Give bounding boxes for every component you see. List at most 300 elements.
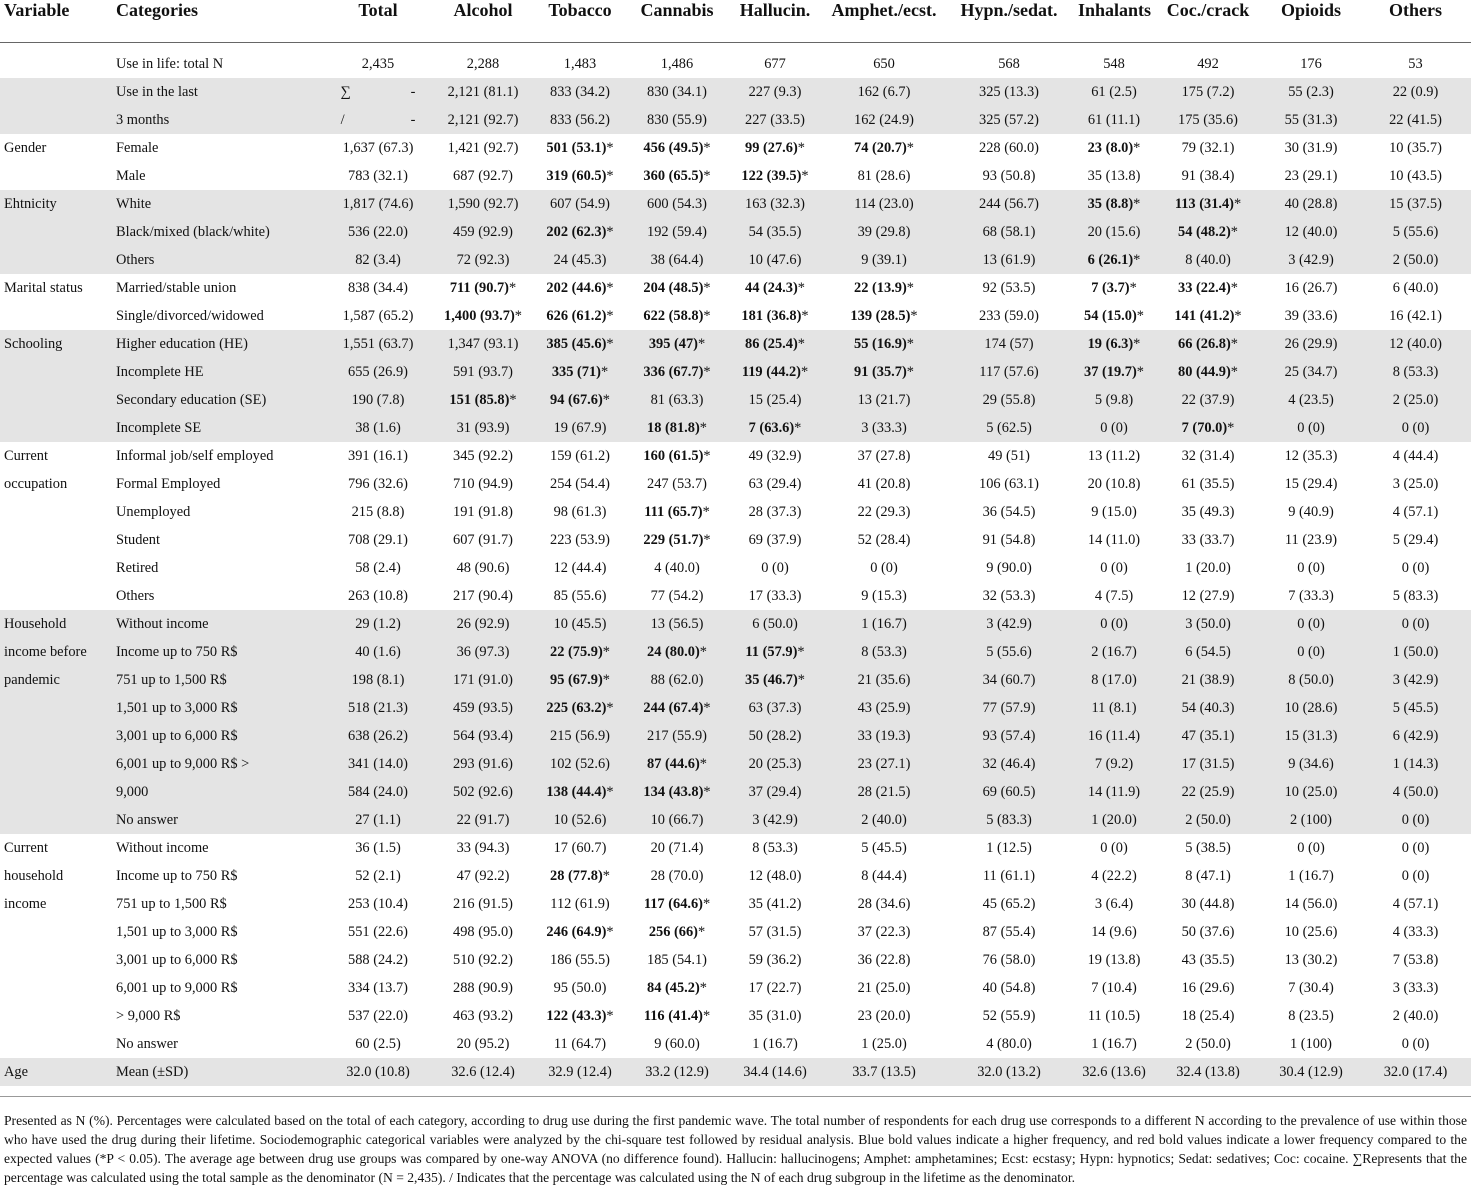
value-cell: 6 (40.0)	[1392, 279, 1439, 296]
value-cell: 11 (23.9)	[1284, 531, 1338, 548]
value-cell: 1 (16.7)	[752, 1035, 798, 1052]
value-cell: 391 (16.1)	[348, 447, 408, 464]
value-cell	[628, 134, 726, 162]
value-cell: 217 (55.9)	[628, 722, 726, 750]
value-cell: 176	[1300, 55, 1322, 72]
value-cell: 34.4 (14.6)	[726, 1058, 824, 1086]
value-cell: 537 (22.0)	[348, 1007, 408, 1024]
value-cell: 14 (11.9)	[1074, 778, 1154, 806]
value-cell: 1 (12.5)	[986, 839, 1032, 856]
value-cell: 175 (7.2)	[1154, 78, 1262, 106]
value-cell: 22 (41.5)	[1360, 106, 1471, 134]
significance-star: *	[699, 979, 707, 996]
significance-star: *	[606, 335, 614, 352]
value-cell: 79 (32.1)	[1181, 139, 1235, 156]
table-row	[0, 106, 1471, 134]
value-cell: 783 (32.1)	[348, 167, 408, 184]
value-cell: 8 (44.4)	[861, 867, 907, 884]
value-cell: 9 (60.0)	[654, 1035, 700, 1052]
variable-cell: Gender	[4, 139, 47, 156]
value-cell: 0 (0)	[1360, 806, 1471, 834]
value-cell	[1074, 302, 1154, 330]
value-cell: 33 (33.7)	[1181, 531, 1235, 548]
significance-star: *	[602, 671, 610, 688]
significance-star: *	[697, 335, 706, 352]
value-cell: 16 (42.1)	[1389, 307, 1442, 324]
value-cell: 77 (57.9)	[944, 694, 1074, 722]
value-cell	[532, 330, 628, 358]
value-cell: 20 (71.4)	[650, 839, 704, 856]
category-cell: Without income	[112, 610, 322, 638]
value-cell: 37 (27.8)	[857, 447, 911, 464]
category-cell: Others	[112, 246, 322, 274]
value-cell: 163 (32.3)	[726, 190, 824, 218]
significant-value: 160 (61.5)	[643, 447, 704, 464]
significant-value: 622 (58.8)	[643, 307, 704, 324]
significance-star: *	[600, 363, 609, 380]
value-cell: 45 (65.2)	[982, 895, 1036, 912]
value-cell: 4 (7.5)	[1094, 587, 1134, 604]
category-cell: 1,501 up to 3,000 R$	[116, 923, 238, 940]
value-cell	[1154, 190, 1262, 218]
value-cell: 32.0 (13.2)	[944, 1058, 1074, 1086]
column-header: Alcohol	[453, 0, 513, 20]
value-cell: 33.7 (13.5)	[824, 1058, 944, 1086]
value-cell: 459 (92.9)	[434, 218, 532, 246]
column-header: Opioids	[1280, 0, 1342, 20]
significance-star: *	[1129, 279, 1137, 296]
value-cell: 39 (29.8)	[824, 218, 944, 246]
significance-star: *	[1230, 335, 1238, 352]
value-cell: 1,421 (92.7)	[447, 139, 519, 156]
value-cell	[434, 274, 532, 302]
category-cell: Student	[116, 531, 160, 548]
value-cell: 536 (22.0)	[322, 218, 434, 246]
significance-star: *	[797, 139, 805, 156]
significant-value: 117 (64.6)	[643, 895, 703, 912]
variable-cell	[0, 1030, 112, 1058]
significance-star: *	[800, 363, 809, 380]
value-cell: 28 (21.5)	[824, 778, 944, 806]
significance-star: *	[703, 139, 711, 156]
category-cell: 6,001 up to 9,000 R$	[116, 979, 238, 996]
value-cell	[726, 302, 824, 330]
value-cell: 112 (61.9)	[550, 895, 610, 912]
value-cell: 3 (33.3)	[824, 414, 944, 442]
table-row	[0, 386, 1471, 414]
significant-value: 113 (31.4)	[1174, 195, 1234, 212]
value-cell: 30.4 (12.9)	[1262, 1058, 1360, 1086]
value-cell: 217 (90.4)	[453, 587, 513, 604]
significant-value: 122 (43.3)	[546, 1007, 607, 1024]
value-cell: 82 (3.4)	[322, 246, 434, 274]
value-cell: 5 (83.3)	[1392, 587, 1439, 604]
significance-star: *	[906, 279, 914, 296]
value-cell: 227 (33.5)	[726, 106, 824, 134]
value-cell: 16 (11.4)	[1074, 722, 1154, 750]
significant-value: 335 (71)	[551, 363, 601, 380]
value-cell: 92 (53.5)	[982, 279, 1036, 296]
significant-value: 202 (44.6)	[546, 279, 607, 296]
value-cell: 25 (34.7)	[1262, 358, 1360, 386]
value-cell	[434, 302, 532, 330]
value-cell: 192 (59.4)	[628, 218, 726, 246]
value-cell: 10 (35.7)	[1389, 139, 1442, 156]
value-cell	[726, 134, 824, 162]
value-cell: 227 (9.3)	[726, 78, 824, 106]
value-cell	[1074, 134, 1154, 162]
table-row	[0, 778, 1471, 806]
value-cell	[1154, 218, 1262, 246]
value-cell: 0 (0)	[1262, 610, 1360, 638]
value-cell	[628, 750, 726, 778]
value-cell: 830 (55.9)	[628, 106, 726, 134]
value-cell: 30 (44.8)	[1181, 895, 1235, 912]
value-cell: 106 (63.1)	[979, 475, 1039, 492]
category-cell: 9,000	[112, 778, 322, 806]
table-row	[0, 722, 1471, 750]
value-cell	[628, 498, 726, 526]
value-cell: 5 (38.5)	[1185, 839, 1231, 856]
value-cell	[628, 890, 726, 918]
value-cell: 9 (34.6)	[1262, 750, 1360, 778]
value-cell: 114 (23.0)	[824, 190, 944, 218]
value-cell: 1 (100)	[1290, 1035, 1332, 1052]
value-cell	[322, 106, 434, 134]
variable-cell	[0, 722, 112, 750]
value-cell: 345 (92.2)	[453, 447, 513, 464]
value-cell: 15 (25.4)	[726, 386, 824, 414]
value-cell: 4 (44.4)	[1392, 447, 1439, 464]
category-cell: Unemployed	[116, 503, 191, 520]
value-cell: 36 (1.5)	[355, 839, 401, 856]
value-cell	[1074, 274, 1154, 302]
column-header: Others	[1389, 0, 1442, 20]
value-cell: 33.2 (12.9)	[628, 1058, 726, 1086]
value-cell: 17 (33.3)	[748, 587, 802, 604]
value-cell: 833 (56.2)	[532, 106, 628, 134]
category-cell: Retired	[116, 559, 159, 576]
column-header: Variable	[4, 0, 70, 20]
value-cell: 40 (1.6)	[322, 638, 434, 666]
value-cell: 510 (92.2)	[453, 951, 513, 968]
value-cell: 2 (50.0)	[1154, 806, 1262, 834]
value-cell: 1,587 (65.2)	[342, 307, 414, 324]
value-cell: 1 (14.3)	[1360, 750, 1471, 778]
value-cell: 8 (53.3)	[1360, 358, 1471, 386]
value-cell: 60 (2.5)	[355, 1035, 401, 1052]
value-cell: 5 (45.5)	[1360, 694, 1471, 722]
significant-value: 139 (28.5)	[850, 307, 911, 324]
value-cell: 40 (54.8)	[982, 979, 1036, 996]
significant-value: 256 (66)	[648, 923, 698, 940]
value-cell: 32 (53.3)	[982, 587, 1036, 604]
significant-value: 33 (22.4)	[1178, 279, 1231, 296]
value-cell	[1154, 330, 1262, 358]
value-cell: 198 (8.1)	[322, 666, 434, 694]
value-cell: 1 (20.0)	[1074, 806, 1154, 834]
variable-cell	[0, 806, 112, 834]
category-cell: Others	[116, 587, 155, 604]
category-cell: Informal job/self employed	[116, 447, 274, 464]
value-cell: 14 (56.0)	[1284, 895, 1338, 912]
value-cell: 4 (22.2)	[1091, 867, 1137, 884]
value-cell: 13 (56.5)	[628, 610, 726, 638]
value-cell: 91 (54.8)	[982, 531, 1036, 548]
value-cell: 11 (10.5)	[1087, 1007, 1141, 1024]
value-cell	[532, 666, 628, 694]
value-cell: 38 (1.6)	[322, 414, 434, 442]
value-cell: 2 (50.0)	[1185, 1035, 1231, 1052]
significant-value: 99 (27.6)	[745, 139, 798, 156]
value-cell: 40 (28.8)	[1262, 190, 1360, 218]
significance-star: *	[1133, 251, 1141, 268]
value-cell	[726, 162, 824, 190]
value-cell: 87 (55.4)	[982, 923, 1036, 940]
significance-star: *	[1136, 307, 1144, 324]
significance-star: *	[606, 223, 614, 240]
value-cell	[532, 134, 628, 162]
value-cell: 288 (90.9)	[453, 979, 513, 996]
significant-value: 94 (67.6)	[550, 391, 603, 408]
value-cell: 710 (94.9)	[453, 475, 513, 492]
value-cell: 26 (92.9)	[434, 610, 532, 638]
value-cell: 16 (26.7)	[1284, 279, 1338, 296]
significant-value: 385 (45.6)	[546, 335, 607, 352]
significant-value: 22 (13.9)	[854, 279, 907, 296]
value-cell: 54 (35.5)	[726, 218, 824, 246]
value-cell: 57 (31.5)	[748, 923, 802, 940]
table-row	[0, 358, 1471, 386]
significance-star: *	[703, 783, 711, 800]
significance-star: *	[1233, 195, 1242, 212]
significant-value: 44 (24.3)	[745, 279, 798, 296]
value-cell: 1,817 (74.6)	[322, 190, 434, 218]
value-cell: 498 (95.0)	[453, 923, 513, 940]
value-cell	[628, 526, 726, 554]
value-cell	[532, 358, 628, 386]
value-cell: 5 (83.3)	[944, 806, 1074, 834]
value-cell: 6 (54.5)	[1154, 638, 1262, 666]
significant-value: 11 (57.9)	[745, 643, 798, 660]
significant-value: 138 (44.4)	[546, 783, 607, 800]
category-cell: 3,001 up to 6,000 R$	[116, 951, 238, 968]
value-cell: 0 (0)	[1360, 414, 1471, 442]
value-cell	[1074, 190, 1154, 218]
value-cell: 8 (53.3)	[752, 839, 798, 856]
table-row	[0, 1058, 1471, 1086]
value-cell: 1 (50.0)	[1360, 638, 1471, 666]
value-cell: 21 (35.6)	[824, 666, 944, 694]
value-cell: 584 (24.0)	[322, 778, 434, 806]
value-cell: 9 (15.3)	[861, 587, 907, 604]
value-cell: 0 (0)	[1074, 414, 1154, 442]
variable-cell: Ehtnicity	[0, 190, 112, 218]
category-cell: Use in the last	[112, 78, 322, 106]
value-cell: 0 (0)	[870, 559, 898, 576]
value-cell: 568	[998, 55, 1020, 72]
table-footnote: Presented as N (%). Percentages were calculated based on the total of each category, according to drug use during the first pandemic wave. The total number of respondents for each drug use corresponds to a different N according to the prevalence of use within those who have used the drug during their lifetime. Sociodemographic categorical variables were analyzed by the chi-square test followed by residual analysis. Blue bold values indicate a higher frequency, and red bold values indicate a lower frequency compared to the expected values (*P < 0.05). The average age between drug use groups was compared by one-way ANOVA (no difference found). Hallucin: hallucinogens; Amphet: amphetamines; Ecst: ecstasy; Hypn: hypnotics; Sedat: sedatives; Coc: cocaine. ∑Represents that the percentage was calculated using the total sample as the denominator (N = 2,435). / Indicates that the percentage was calculated using the N of each drug subgroup in the lifetime as the denominator.	[0, 1096, 1471, 1187]
value-cell: 28 (70.0)	[650, 867, 704, 884]
value-cell: 88 (62.0)	[628, 666, 726, 694]
variable-cell	[0, 778, 112, 806]
column-header: Total	[358, 0, 398, 20]
value-cell: 254 (54.4)	[550, 475, 610, 492]
variable-cell	[0, 750, 112, 778]
value-cell: 37 (22.3)	[857, 923, 911, 940]
value-cell: 21 (38.9)	[1154, 666, 1262, 694]
significance-star: *	[703, 531, 711, 548]
value-cell: 3 (33.3)	[1392, 979, 1439, 996]
value-cell	[1074, 330, 1154, 358]
value-cell: 1,486	[660, 55, 694, 72]
value-cell: 293 (91.6)	[434, 750, 532, 778]
value-cell	[824, 134, 944, 162]
significant-value: 23 (8.0)	[1087, 139, 1134, 156]
denominator-symbol: ∑	[340, 83, 351, 100]
value-cell: 0 (0)	[1401, 839, 1430, 856]
value-cell: 1 (16.7)	[824, 610, 944, 638]
value-cell: 0 (0)	[1100, 839, 1128, 856]
value-cell: 215 (8.8)	[351, 503, 405, 520]
significance-star: *	[606, 279, 614, 296]
value-cell	[628, 778, 726, 806]
value-cell	[532, 638, 628, 666]
value-cell: 833 (34.2)	[532, 78, 628, 106]
significance-star: *	[797, 335, 805, 352]
significant-value: 204 (48.5)	[643, 279, 704, 296]
value-cell: 175 (35.6)	[1154, 106, 1262, 134]
value-cell: 61 (11.1)	[1074, 106, 1154, 134]
value-cell	[532, 694, 628, 722]
category-cell: 751 up to 1,500 R$	[112, 666, 322, 694]
variable-cell	[0, 694, 112, 722]
significant-value: 319 (60.5)	[546, 167, 607, 184]
significance-star: *	[801, 167, 809, 184]
significant-value: 18 (81.8)	[647, 419, 700, 436]
value-cell: 10 (43.5)	[1389, 167, 1442, 184]
table-row	[0, 134, 1471, 162]
significance-star: *	[1234, 307, 1242, 324]
value-cell	[532, 218, 628, 246]
table-row	[0, 1030, 1471, 1058]
value-cell: 19 (13.8)	[1087, 951, 1141, 968]
value-cell: 28 (37.3)	[748, 503, 802, 520]
header-row	[0, 0, 1471, 43]
value-cell	[532, 162, 628, 190]
variable-cell	[0, 554, 112, 582]
table-row	[0, 330, 1471, 358]
value-cell: 0 (0)	[1360, 610, 1471, 638]
value-cell: 23 (20.0)	[857, 1007, 911, 1024]
value-cell: 7 (10.4)	[1091, 979, 1137, 996]
value-cell: 16 (29.6)	[1181, 979, 1235, 996]
variable-cell: Current	[4, 447, 48, 464]
significance-star: *	[797, 279, 805, 296]
value-cell: 14 (11.0)	[1087, 531, 1141, 548]
value-cell	[726, 414, 824, 442]
value-cell: 191 (91.8)	[453, 503, 513, 520]
value-cell: 23 (29.1)	[1284, 167, 1338, 184]
table-row	[0, 498, 1471, 526]
category-cell: Formal Employed	[116, 475, 221, 492]
column-header: Hypn./sedat.	[960, 0, 1058, 20]
value-cell: 18 (25.4)	[1181, 1007, 1235, 1024]
table-row	[0, 890, 1471, 918]
table-row	[0, 414, 1471, 442]
significance-star: *	[1227, 419, 1235, 436]
variable-cell	[0, 974, 112, 1002]
category-cell: No answer	[116, 1035, 178, 1052]
value-cell	[824, 302, 944, 330]
value-cell: 8 (23.5)	[1288, 1007, 1334, 1024]
value-cell: 31 (93.9)	[434, 414, 532, 442]
significant-value: 122 (39.5)	[741, 167, 802, 184]
value-cell: 12 (27.9)	[1181, 587, 1235, 604]
value-cell: 607 (91.7)	[453, 531, 513, 548]
value-cell: 22 (91.7)	[434, 806, 532, 834]
value-cell: 4 (57.1)	[1392, 503, 1439, 520]
value-cell: 49 (51)	[988, 447, 1030, 464]
column-header: Hallucin.	[739, 0, 811, 20]
variable-cell	[0, 358, 112, 386]
significant-value: 711 (90.7)	[449, 279, 509, 296]
variable-cell	[0, 218, 112, 246]
value-cell	[1154, 414, 1262, 442]
value-cell: 29 (1.2)	[322, 610, 434, 638]
value-cell	[628, 442, 726, 470]
value-cell: 463 (93.2)	[453, 1007, 513, 1024]
value-cell: 17 (60.7)	[553, 839, 607, 856]
value-cell: 0 (0)	[1074, 610, 1154, 638]
column-header: Inhalants	[1078, 0, 1152, 20]
significance-star: *	[1230, 363, 1238, 380]
variable-cell	[0, 1002, 112, 1030]
value-cell: 32.6 (12.4)	[434, 1058, 532, 1086]
value-cell: 22 (29.3)	[857, 503, 911, 520]
significance-star: *	[703, 279, 711, 296]
table-row	[0, 974, 1471, 1002]
significance-star: *	[702, 1007, 711, 1024]
table-row	[0, 806, 1471, 834]
table-row	[0, 1002, 1471, 1030]
value-cell: 10 (45.5)	[532, 610, 628, 638]
value-cell: 1,483	[563, 55, 597, 72]
value-cell: 63 (29.4)	[748, 475, 802, 492]
value-cell: 20 (95.2)	[456, 1035, 510, 1052]
value-cell: 1,590 (92.7)	[434, 190, 532, 218]
significance-star: *	[1136, 363, 1144, 380]
value-cell: 49 (32.9)	[748, 447, 802, 464]
value-cell: 253 (10.4)	[348, 895, 408, 912]
value-cell: 36 (54.5)	[982, 503, 1036, 520]
significant-value: 229 (51.7)	[643, 531, 704, 548]
significant-value: 244 (67.4)	[643, 699, 704, 716]
value-cell: 9 (40.9)	[1288, 503, 1334, 520]
table-row	[0, 246, 1471, 274]
value-cell: 10 (25.6)	[1284, 923, 1338, 940]
value-cell: 52 (55.9)	[982, 1007, 1036, 1024]
variable-cell	[0, 582, 112, 610]
value-cell: 20 (10.8)	[1087, 475, 1141, 492]
category-cell: > 9,000 R$	[116, 1007, 181, 1024]
value-cell: 17 (22.7)	[748, 979, 802, 996]
value-cell: 1 (25.0)	[861, 1035, 907, 1052]
category-cell: Without income	[116, 839, 209, 856]
significant-value: 55 (16.9)	[854, 335, 907, 352]
category-cell: Married/stable union	[116, 279, 237, 296]
value-cell: 185 (54.1)	[647, 951, 707, 968]
